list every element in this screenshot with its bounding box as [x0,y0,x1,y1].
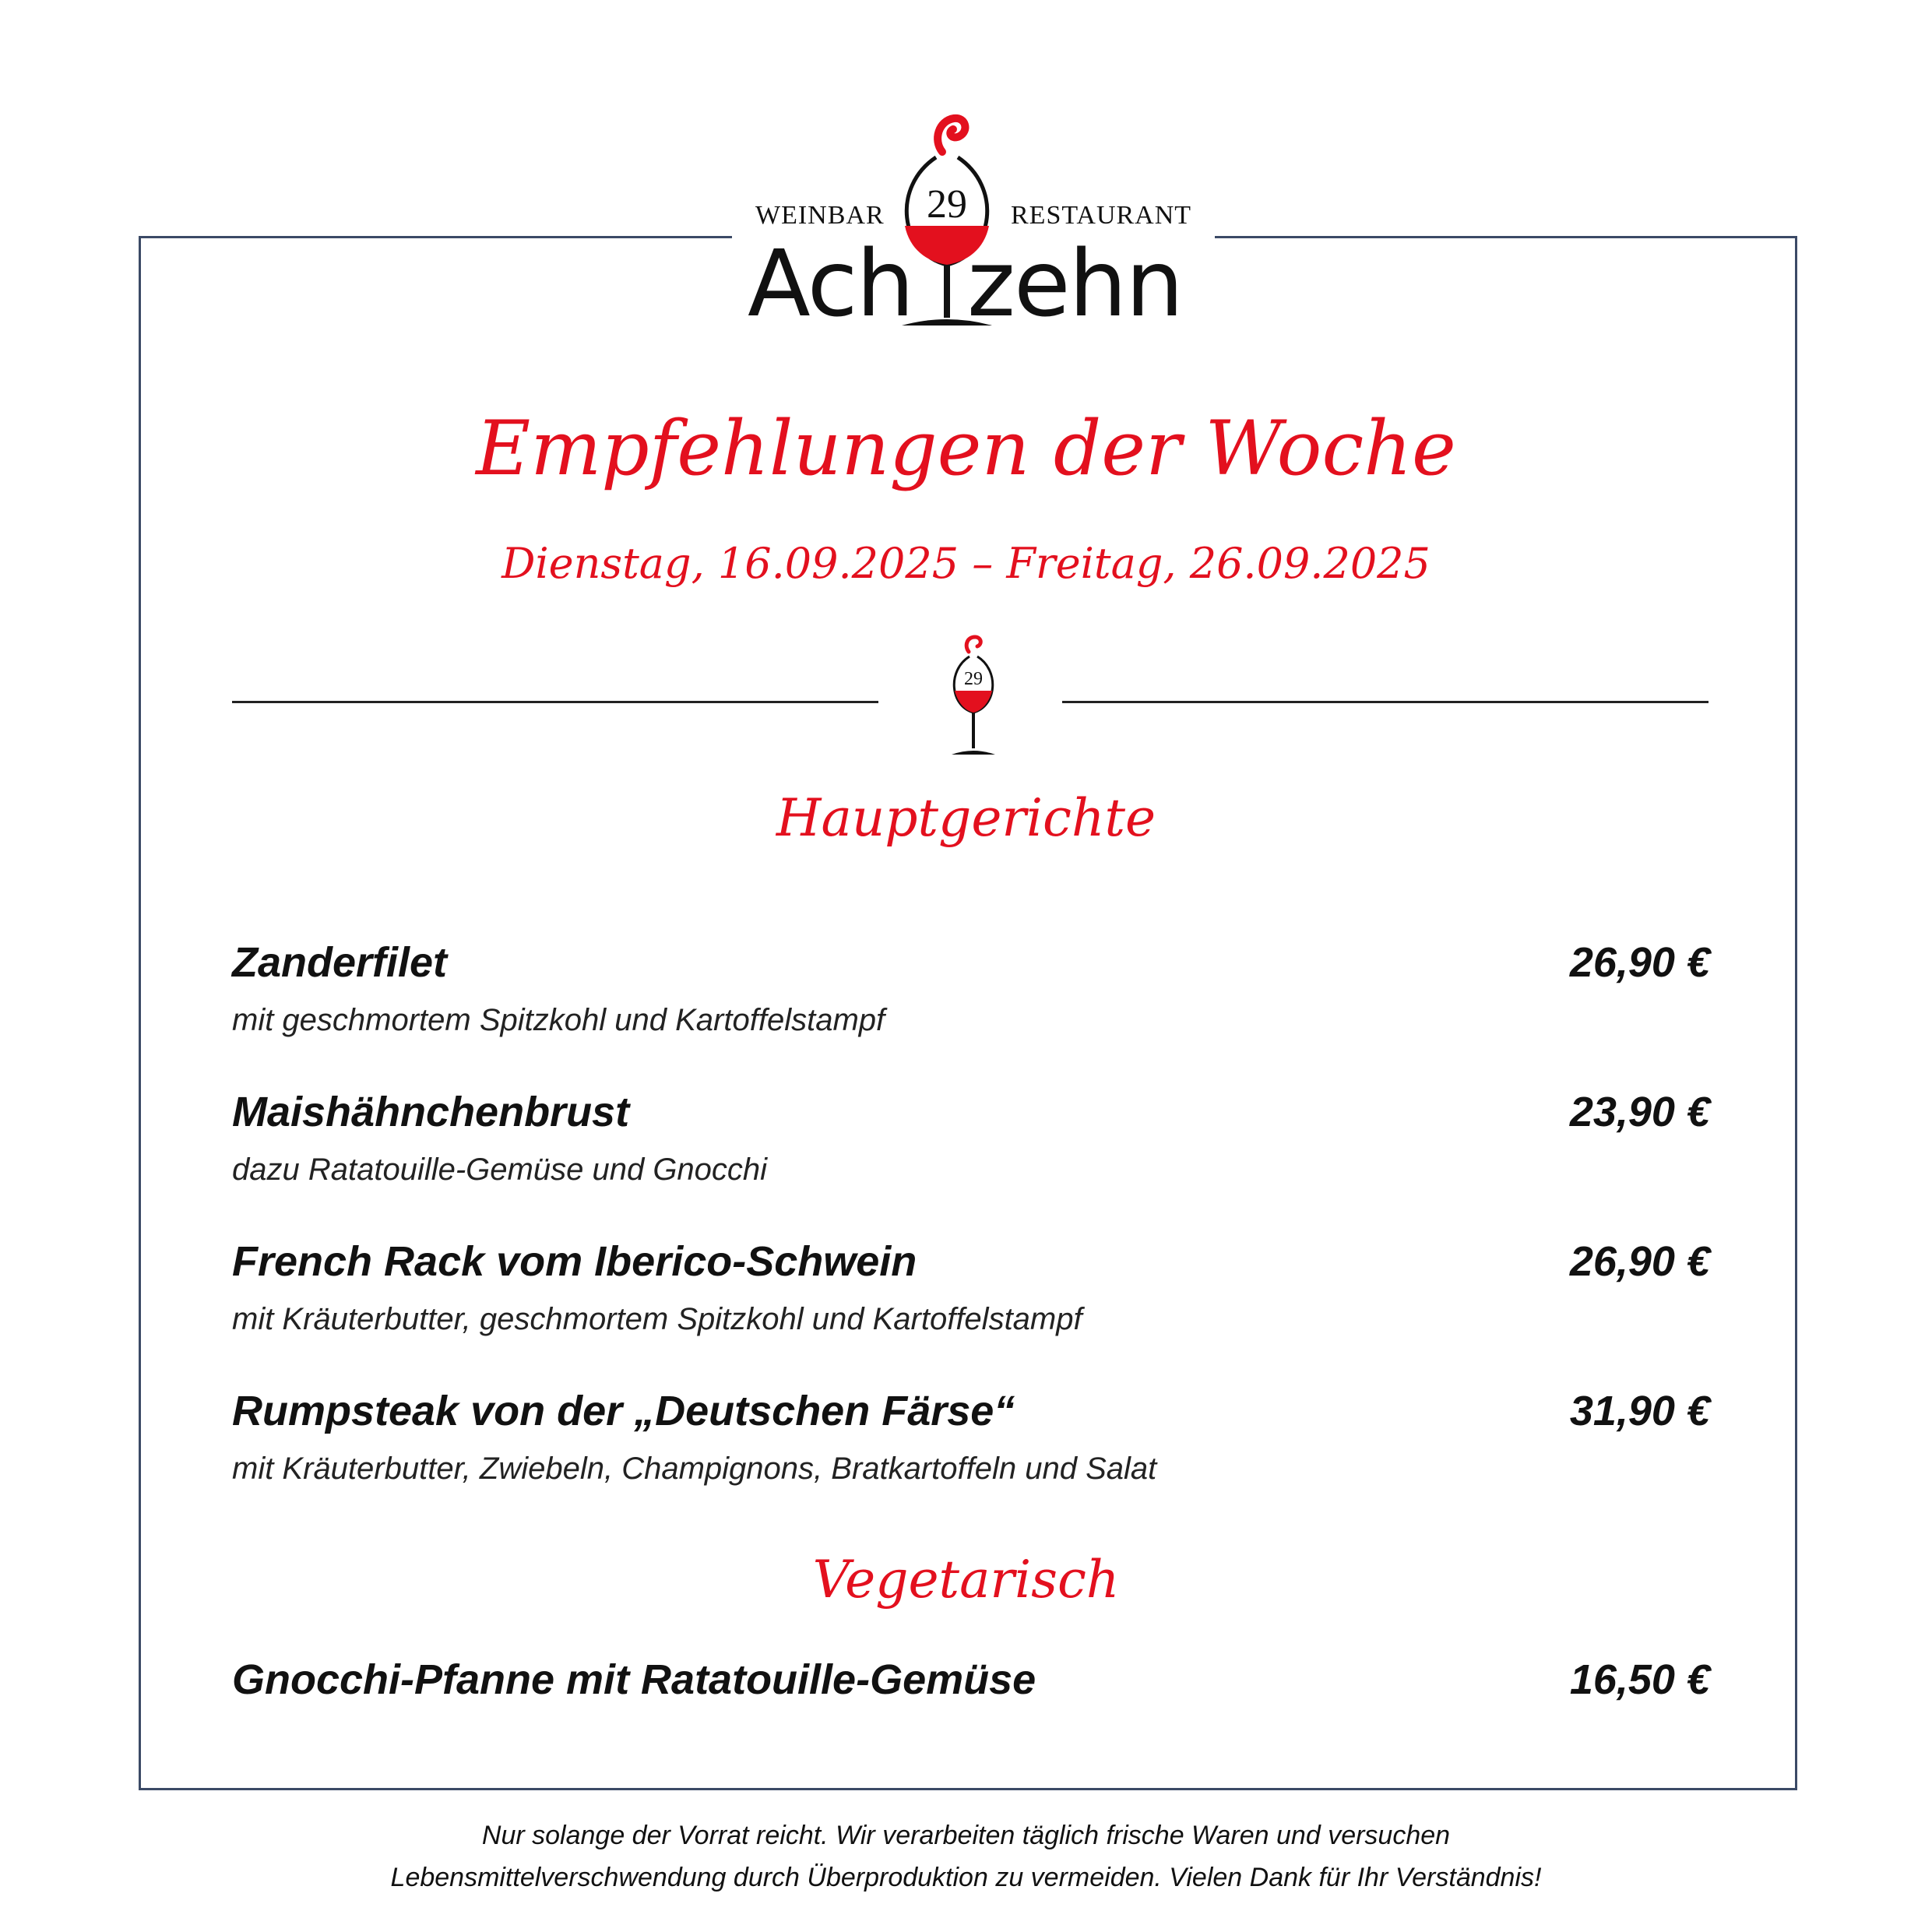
dish-description: mit geschmortem Spitzkohl und Kartoffelstampf [232,1003,885,1037]
dish-price: 26,90 € [1569,939,1710,986]
logo-weinbar-text: WEINBAR [755,201,885,230]
logo-name-left: Ach [748,230,913,337]
dish-description: dazu Ratatouille-Gemüse und Gnocchi [232,1153,768,1187]
dish-price: 31,90 € [1569,1388,1710,1434]
page-title: Empfehlungen der Woche [476,405,1456,492]
dish-price: 26,90 € [1569,1238,1710,1285]
dish-price: 16,50 € [1569,1656,1710,1703]
dish-description: mit Kräuterbutter, Zwiebeln, Champignons, Bratkartoffeln und Salat [232,1452,1157,1486]
section-heading-main: Hauptgerichte [776,788,1156,848]
divider-right [1062,701,1709,703]
divider-left [232,701,878,703]
logo-restaurant-text: RESTAURANT [1011,201,1192,230]
logo-number: 29 [927,182,967,227]
dish-name: Gnocchi-Pfanne mit Ratatouille-Gemüse [232,1656,1036,1703]
section-heading-vegetarian: Vegetarisch [812,1550,1120,1610]
dish-name: French Rack vom Iberico-Schwein [232,1238,917,1285]
date-range: Dienstag, 16.09.2025 – Freitag, 26.09.2025 [501,539,1431,588]
logo-name-right: zehn [967,230,1183,337]
divider-icon-number: 29 [964,669,983,689]
footer-note-line2: Lebensmittelverschwendung durch Überproduktion zu vermeiden. Vielen Dank für Ihr Verständnis! [390,1863,1542,1892]
dish-price: 23,90 € [1569,1089,1710,1135]
restaurant-logo [732,109,1215,350]
wine-glass-icon [934,635,1012,759]
dish-description: mit Kräuterbutter, geschmortem Spitzkohl und Kartoffelstampf [232,1302,1082,1336]
dish-name: Maishähnchenbrust [232,1089,630,1135]
dish-name: Rumpsteak von der „Deutschen Färse“ [232,1388,1015,1434]
dish-name: Zanderfilet [232,939,448,986]
footer-note-line1: Nur solange der Vorrat reicht. Wir verarbeiten täglich frische Waren und versuchen [481,1821,1451,1850]
